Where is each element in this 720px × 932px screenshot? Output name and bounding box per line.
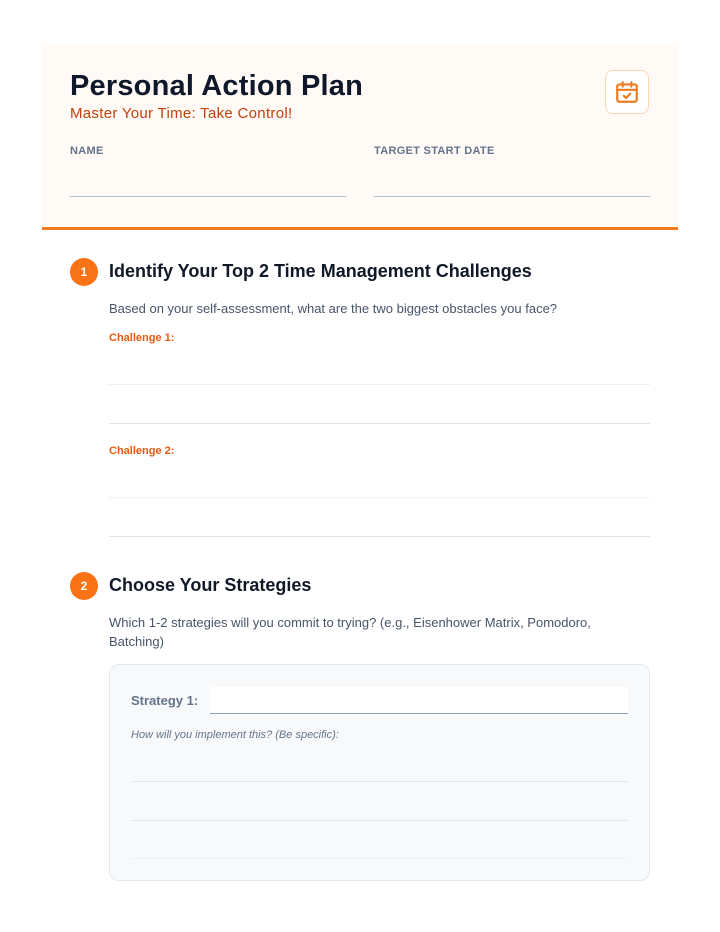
name-field[interactable]: [70, 196, 346, 197]
page-subtitle: Master Your Time: Take Control!: [70, 105, 293, 122]
implement-line-3[interactable]: [131, 858, 628, 859]
section-1-number-badge: 1: [70, 258, 98, 286]
strategy-1-label: Strategy 1:: [131, 693, 199, 708]
challenge-2-line-1[interactable]: [109, 497, 650, 498]
challenge-1-line-2[interactable]: [109, 423, 650, 424]
challenge-1-line-1[interactable]: [109, 384, 650, 385]
implement-line-2[interactable]: [131, 820, 628, 821]
strategy-1-card: [109, 664, 650, 881]
challenge-2-label: Challenge 2:: [109, 445, 175, 457]
page-title: Personal Action Plan: [70, 70, 363, 102]
plan-header: [42, 44, 678, 230]
name-label: NAME: [70, 145, 104, 157]
section-1-title: Identify Your Top 2 Time Management Challenges: [109, 261, 532, 281]
section-2-title: Choose Your Strategies: [109, 575, 312, 595]
strategy-1-input[interactable]: [210, 687, 628, 714]
section-2-prompt: Which 1-2 strategies will you commit to trying? (e.g., Eisenhower Matrix, Pomodoro, Batching): [109, 615, 591, 649]
challenge-2-line-2[interactable]: [109, 536, 650, 537]
start-date-label: TARGET START DATE: [374, 145, 495, 157]
start-date-field[interactable]: [374, 196, 650, 197]
implement-label: How will you implement this? (Be specific):: [131, 729, 339, 741]
calendar-check-icon: [605, 70, 649, 114]
implement-line-1[interactable]: [131, 781, 628, 782]
section-1-prompt: Based on your self-assessment, what are the two biggest obstacles you face?: [109, 301, 558, 316]
challenge-1-label: Challenge 1:: [109, 332, 175, 344]
section-2-number-badge: 2: [70, 572, 98, 600]
